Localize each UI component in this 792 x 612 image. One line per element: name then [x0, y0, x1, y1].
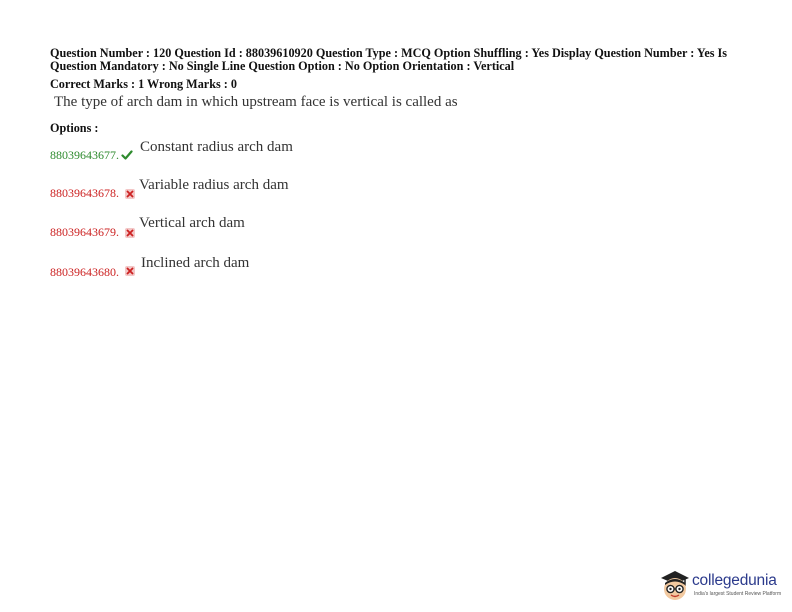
option-text: Inclined arch dam [141, 255, 250, 271]
logo-tagline: India's largest Student Review Platform [694, 591, 782, 597]
question-text: The type of arch dam in which upstream face is vertical is called as [54, 94, 458, 110]
marks-info: Correct Marks : 1 Wrong Marks : 0 [50, 77, 237, 91]
option-id: 88039643680. [50, 265, 119, 279]
option-id: 88039643678. [50, 186, 119, 200]
option-text: Vertical arch dam [139, 215, 245, 231]
cross-icon [124, 188, 136, 200]
option-text: Variable radius arch dam [139, 177, 289, 193]
check-icon [121, 149, 133, 161]
option-text: Constant radius arch dam [140, 139, 293, 155]
logo-wordmark: collegedunia [692, 572, 777, 589]
student-mascot-icon [658, 566, 692, 604]
option-id: 88039643679. [50, 225, 119, 239]
collegedunia-logo [658, 566, 786, 606]
meta-line-1: Question Number : 120 Question Id : 88039610920 Question Type : MCQ Option Shuffling : Yes Display Question Number : Yes Is [50, 46, 728, 60]
question-meta [50, 47, 750, 73]
option-id: 88039643677. [50, 148, 119, 162]
options-label: Options : [50, 121, 99, 135]
cross-icon [124, 227, 136, 239]
meta-line-2: Question Mandatory : No Single Line Question Option : No Option Orientation : Vertical [50, 59, 515, 73]
cross-icon [124, 265, 136, 277]
